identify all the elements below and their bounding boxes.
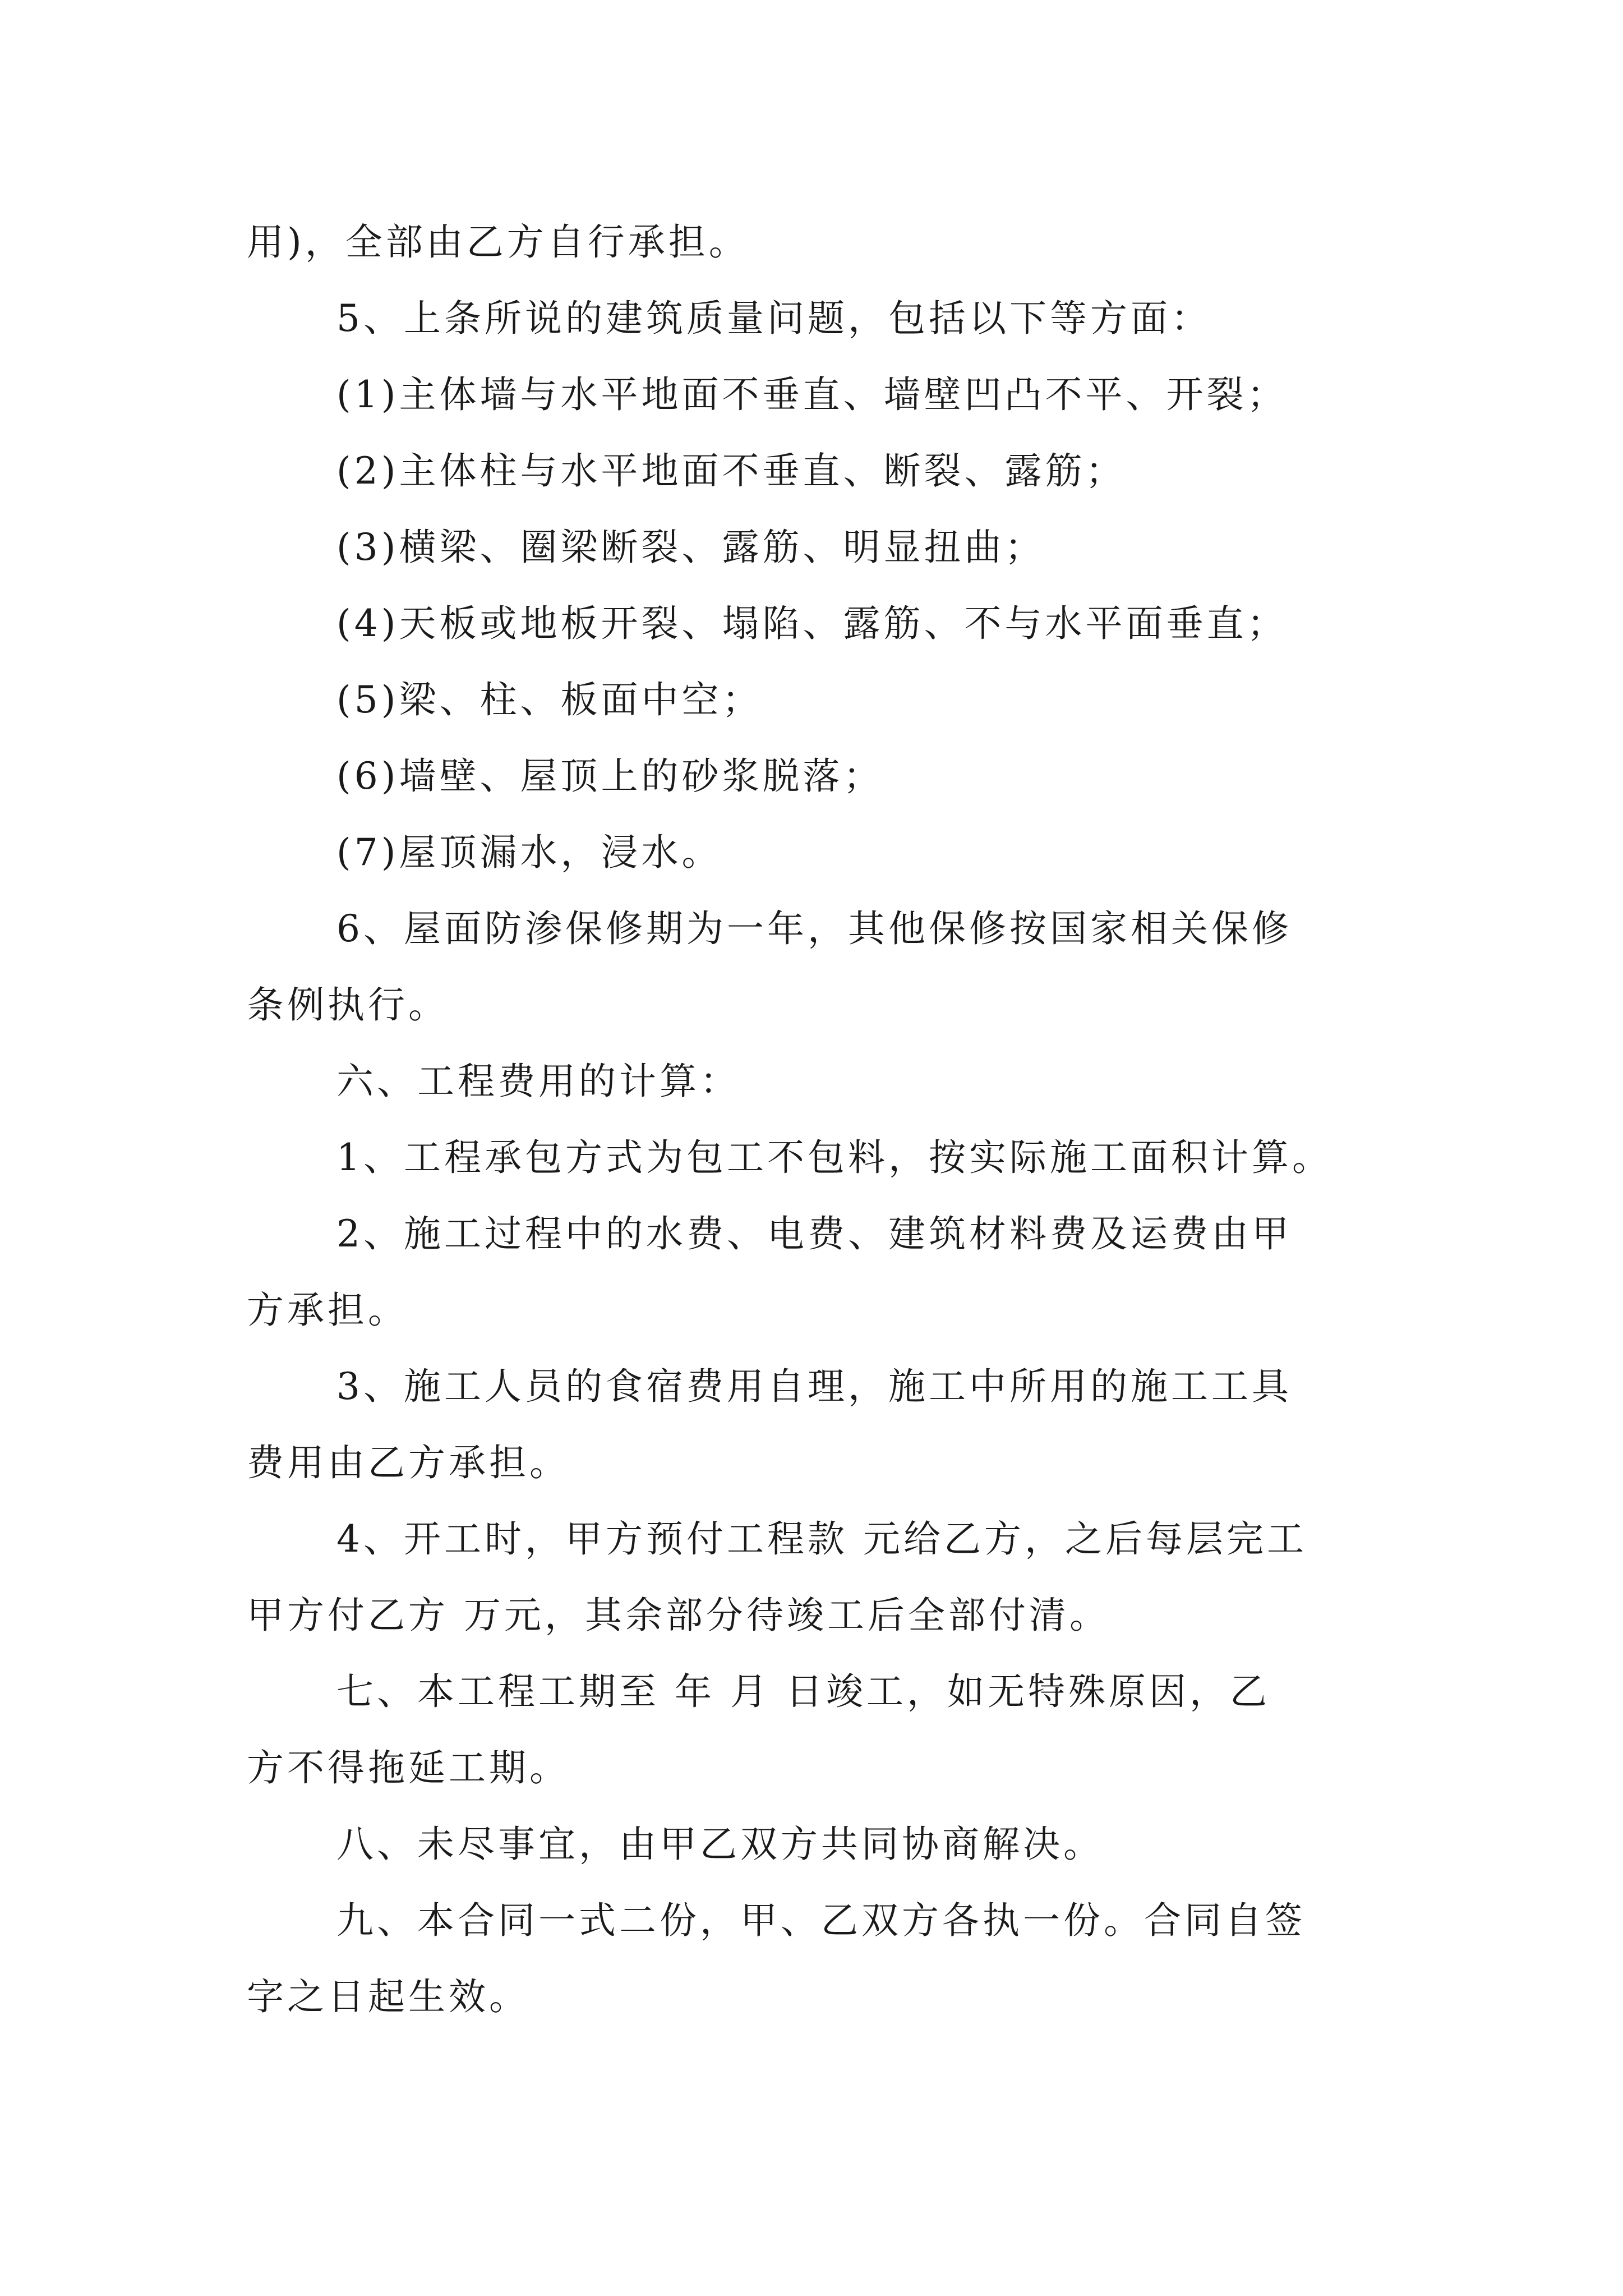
text-line-11: 条例执行。 (247, 983, 449, 1027)
text-line-15: 方承担。 (247, 1289, 408, 1332)
text-line-7: (5)梁、柱、板面中空； (336, 678, 763, 721)
text-line-24: 字之日起生效。 (247, 1975, 529, 2018)
text-line-3: (1)主体墙与水平地面不垂直、墙壁凹凸不平、开裂； (336, 373, 1288, 416)
text-line-13: 1、工程承包方式为包工不包料，按实际施工面积计算。 (336, 1136, 1332, 1179)
text-line-17: 费用由乙方承担。 (247, 1441, 570, 1484)
text-line-10: 6、屋面防渗保修期为一年，其他保修按国家相关保修 (336, 907, 1292, 950)
text-line-14: 2、施工过程中的水费、电费、建筑材料费及运费由甲 (336, 1212, 1292, 1255)
text-line-12: 六、工程费用的计算： (336, 1060, 740, 1103)
text-line-20: 七、本工程工期至 年 月 日竣工，如无特殊原因，乙 (336, 1670, 1270, 1713)
text-line-16: 3、施工人员的食宿费用自理，施工中所用的施工工具 (336, 1365, 1292, 1408)
text-line-1: 用)，全部由乙方自行承担。 (247, 220, 749, 264)
text-line-5: (3)横梁、圈梁断裂、露筋、明显扭曲； (336, 526, 1045, 569)
text-line-18: 4、开工时，甲方预付工程款 元给乙方，之后每层完工 (336, 1517, 1307, 1561)
text-line-8: (6)墙壁、屋顶上的砂浆脱落； (336, 754, 884, 798)
text-line-22: 八、未尽事宜，由甲乙双方共同协商解决。 (336, 1823, 1104, 1866)
text-line-21: 方不得拖延工期。 (247, 1746, 570, 1789)
text-line-6: (4)天板或地板开裂、塌陷、露筋、不与水平面垂直； (336, 602, 1288, 645)
text-line-19: 甲方付乙方 万元，其余部分待竣工后全部付清。 (247, 1594, 1110, 1637)
text-line-4: (2)主体柱与水平地面不垂直、断裂、露筋； (336, 449, 1126, 493)
text-line-23: 九、本合同一式二份，甲、乙双方各执一份。合同自签 (336, 1899, 1306, 1942)
text-line-9: (7)屋顶漏水，浸水。 (336, 831, 722, 874)
text-line-2: 5、上条所说的建筑质量问题，包括以下等方面： (336, 297, 1211, 340)
